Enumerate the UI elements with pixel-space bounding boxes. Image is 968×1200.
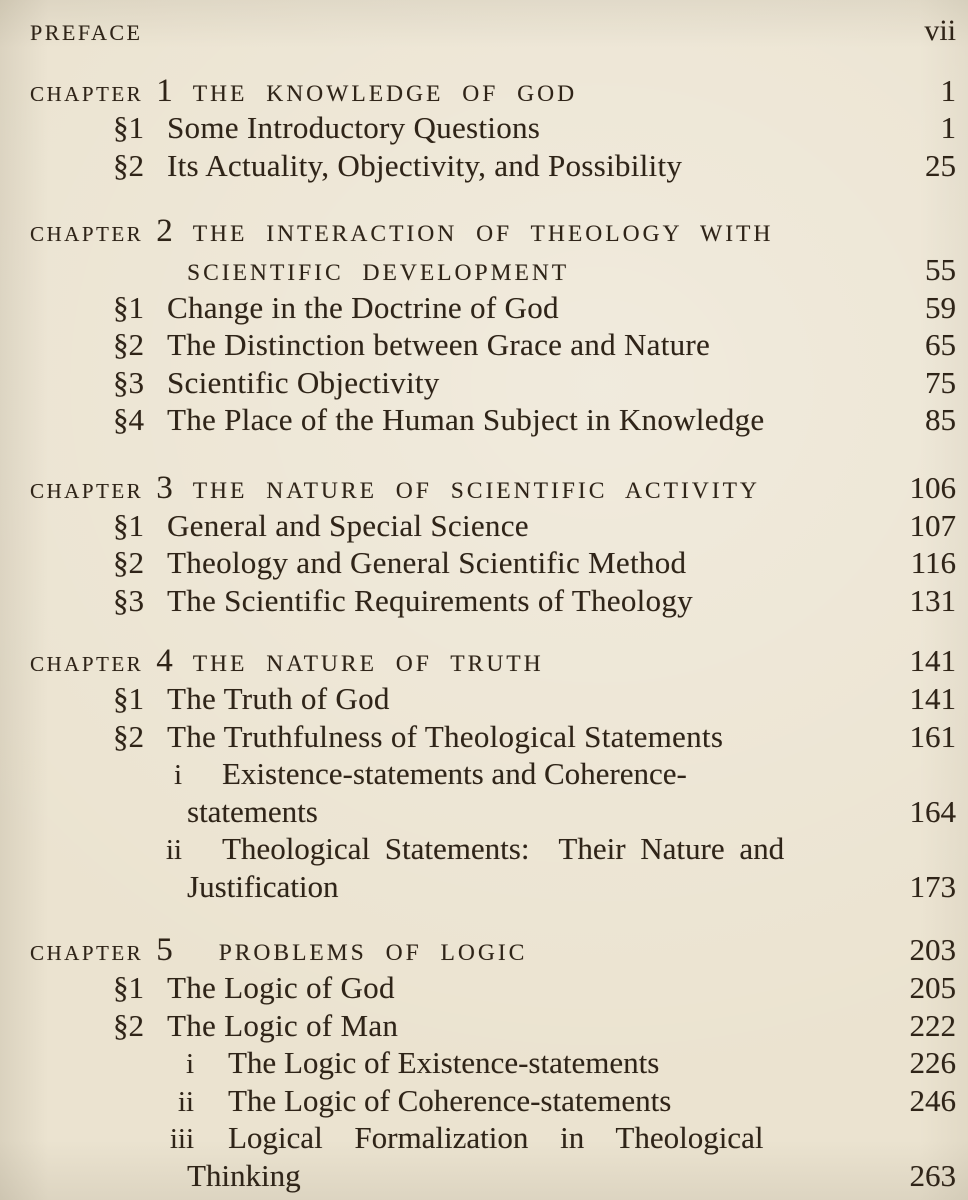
section-number: §2 [113,327,144,363]
toc-entry-ch5-s2-iii [0,1119,968,1157]
subsection-title-continued: Thinking [187,1158,301,1194]
toc-entry-ch5-s2 [0,1007,968,1045]
section-number: §1 [113,110,144,146]
toc-entry-chapter-3 [0,469,968,507]
page-number: 25 [925,147,956,183]
chapter-label: CHAPTER [30,478,144,503]
subsection-title: The Logic of Existence-statements [228,1045,660,1081]
toc-entry-ch2-s1 [0,289,968,327]
toc-entry-ch4-s2-ii-cont [0,868,968,906]
toc-entry-ch3-s3 [0,582,968,620]
toc-entry-chapter-5 [0,931,968,969]
section-title: The Distinction between Grace and Nature [167,327,711,363]
section-title: Change in the Doctrine of God [167,289,559,325]
chapter-label: CHAPTER [30,222,144,247]
page-number: 75 [925,364,956,400]
chapter-title: THE NATURE OF SCIENTIFIC ACTIVITY [192,477,760,504]
subsection-title: Existence-statements and Coherence- [222,756,687,792]
subsection-number: i [185,1048,194,1081]
page-number: 107 [909,507,956,543]
toc-entry-ch1-s2 [0,147,968,185]
page-number: vii [924,14,956,47]
chapter-label: CHAPTER [30,81,144,106]
section-number: §2 [113,147,144,183]
page-number: 173 [909,868,956,904]
toc-entry-ch4-s2-i [0,755,968,793]
toc-entry-ch4-s2 [0,718,968,756]
toc-entry-ch5-s1 [0,969,968,1007]
section-number: §1 [113,970,144,1006]
section-title: Some Introductory Questions [167,110,541,146]
section-title: The Logic of Man [167,1007,399,1043]
section-title: General and Special Science [167,507,529,543]
subsection-title: Theological Statements: Their Nature and [222,831,785,867]
page-number: 246 [909,1082,956,1118]
chapter-title-continued: SCIENTIFIC DEVELOPMENT [187,259,570,286]
subsection-title-continued: Justification [187,868,339,904]
toc-entry-ch5-s2-ii [0,1082,968,1120]
page-number: 1 [940,110,956,146]
section-title: The Scientific Requirements of Theology [167,582,693,618]
chapter-label: CHAPTER [30,941,144,966]
page-number: 164 [909,793,956,829]
section-title: The Truthfulness of Theological Statements [167,718,724,754]
section-number: §1 [113,289,144,325]
toc-entry-ch3-s2 [0,544,968,582]
page-number: 141 [909,680,956,716]
chapter-number: 5 [156,932,173,969]
subsection-title: Logical Formalization in Theological [228,1120,764,1156]
section-title: Scientific Objectivity [167,364,440,400]
chapter-number: 2 [156,213,173,250]
page-number: 226 [909,1045,956,1081]
section-title: The Place of the Human Subject in Knowledge [167,402,765,438]
page-number: 203 [909,932,956,968]
section-number: §2 [113,545,144,581]
chapter-number: 1 [156,72,173,109]
section-number: §2 [113,1007,144,1043]
chapter-title: THE NATURE OF TRUTH [192,651,544,678]
toc-entry-chapter-2 [0,213,968,251]
toc-entry-chapter-1 [0,72,968,110]
subsection-title: The Logic of Coherence-statements [228,1082,672,1118]
toc-entry-ch3-s1 [0,507,968,545]
page-number: 59 [925,289,956,325]
page-number: 85 [925,402,956,438]
chapter-title: THE INTERACTION OF THEOLOGY WITH [192,221,774,248]
chapter-label: CHAPTER [30,652,144,677]
page-number: 106 [909,469,956,505]
page-number: 55 [925,251,956,287]
page-number: 263 [909,1158,956,1194]
subsection-title-continued: statements [187,793,318,829]
page-number: 1 [940,72,956,108]
page-number: 141 [909,643,956,679]
toc-entry-ch1-s1 [0,109,968,147]
toc-entry-ch5-s2-iii-cont [0,1157,968,1195]
page-number: 205 [909,970,956,1006]
section-number: §2 [113,718,144,754]
chapter-number: 3 [156,469,173,506]
subsection-number: iii [169,1123,194,1156]
section-number: §3 [113,582,144,618]
toc-entry-ch5-s2-i [0,1044,968,1082]
toc-entry-preface [0,12,968,50]
section-number: §3 [113,364,144,400]
page-number: 131 [909,582,956,618]
section-title: The Logic of God [167,970,395,1006]
chapter-title: THE KNOWLEDGE OF GOD [192,80,578,107]
section-number: §1 [113,507,144,543]
page-number: 222 [909,1007,956,1043]
toc-entry-ch2-s2 [0,326,968,364]
toc-entry-chapter-4 [0,642,968,680]
subsection-number: i [173,759,182,792]
preface-label: PREFACE [30,20,143,45]
section-number: §4 [113,402,144,438]
section-number: §1 [113,680,144,716]
page-number: 161 [909,718,956,754]
section-title: Its Actuality, Objectivity, and Possibility [167,147,683,183]
subsection-number: ii [177,1085,194,1118]
subsection-number: ii [165,834,182,867]
chapter-number: 4 [156,643,173,680]
chapter-title: PROBLEMS OF LOGIC [218,940,528,967]
section-title: Theology and General Scientific Method [167,545,687,581]
toc-entry-ch4-s2-i-cont [0,793,968,831]
toc-entry-ch4-s1 [0,680,968,718]
section-title: The Truth of God [167,680,390,716]
toc-entry-ch2-s3 [0,364,968,402]
page-number: 116 [910,545,956,581]
toc-entry-chapter-2-cont [0,251,968,289]
toc-entry-ch2-s4 [0,401,968,439]
page-number: 65 [925,327,956,363]
toc-entry-ch4-s2-ii [0,830,968,868]
